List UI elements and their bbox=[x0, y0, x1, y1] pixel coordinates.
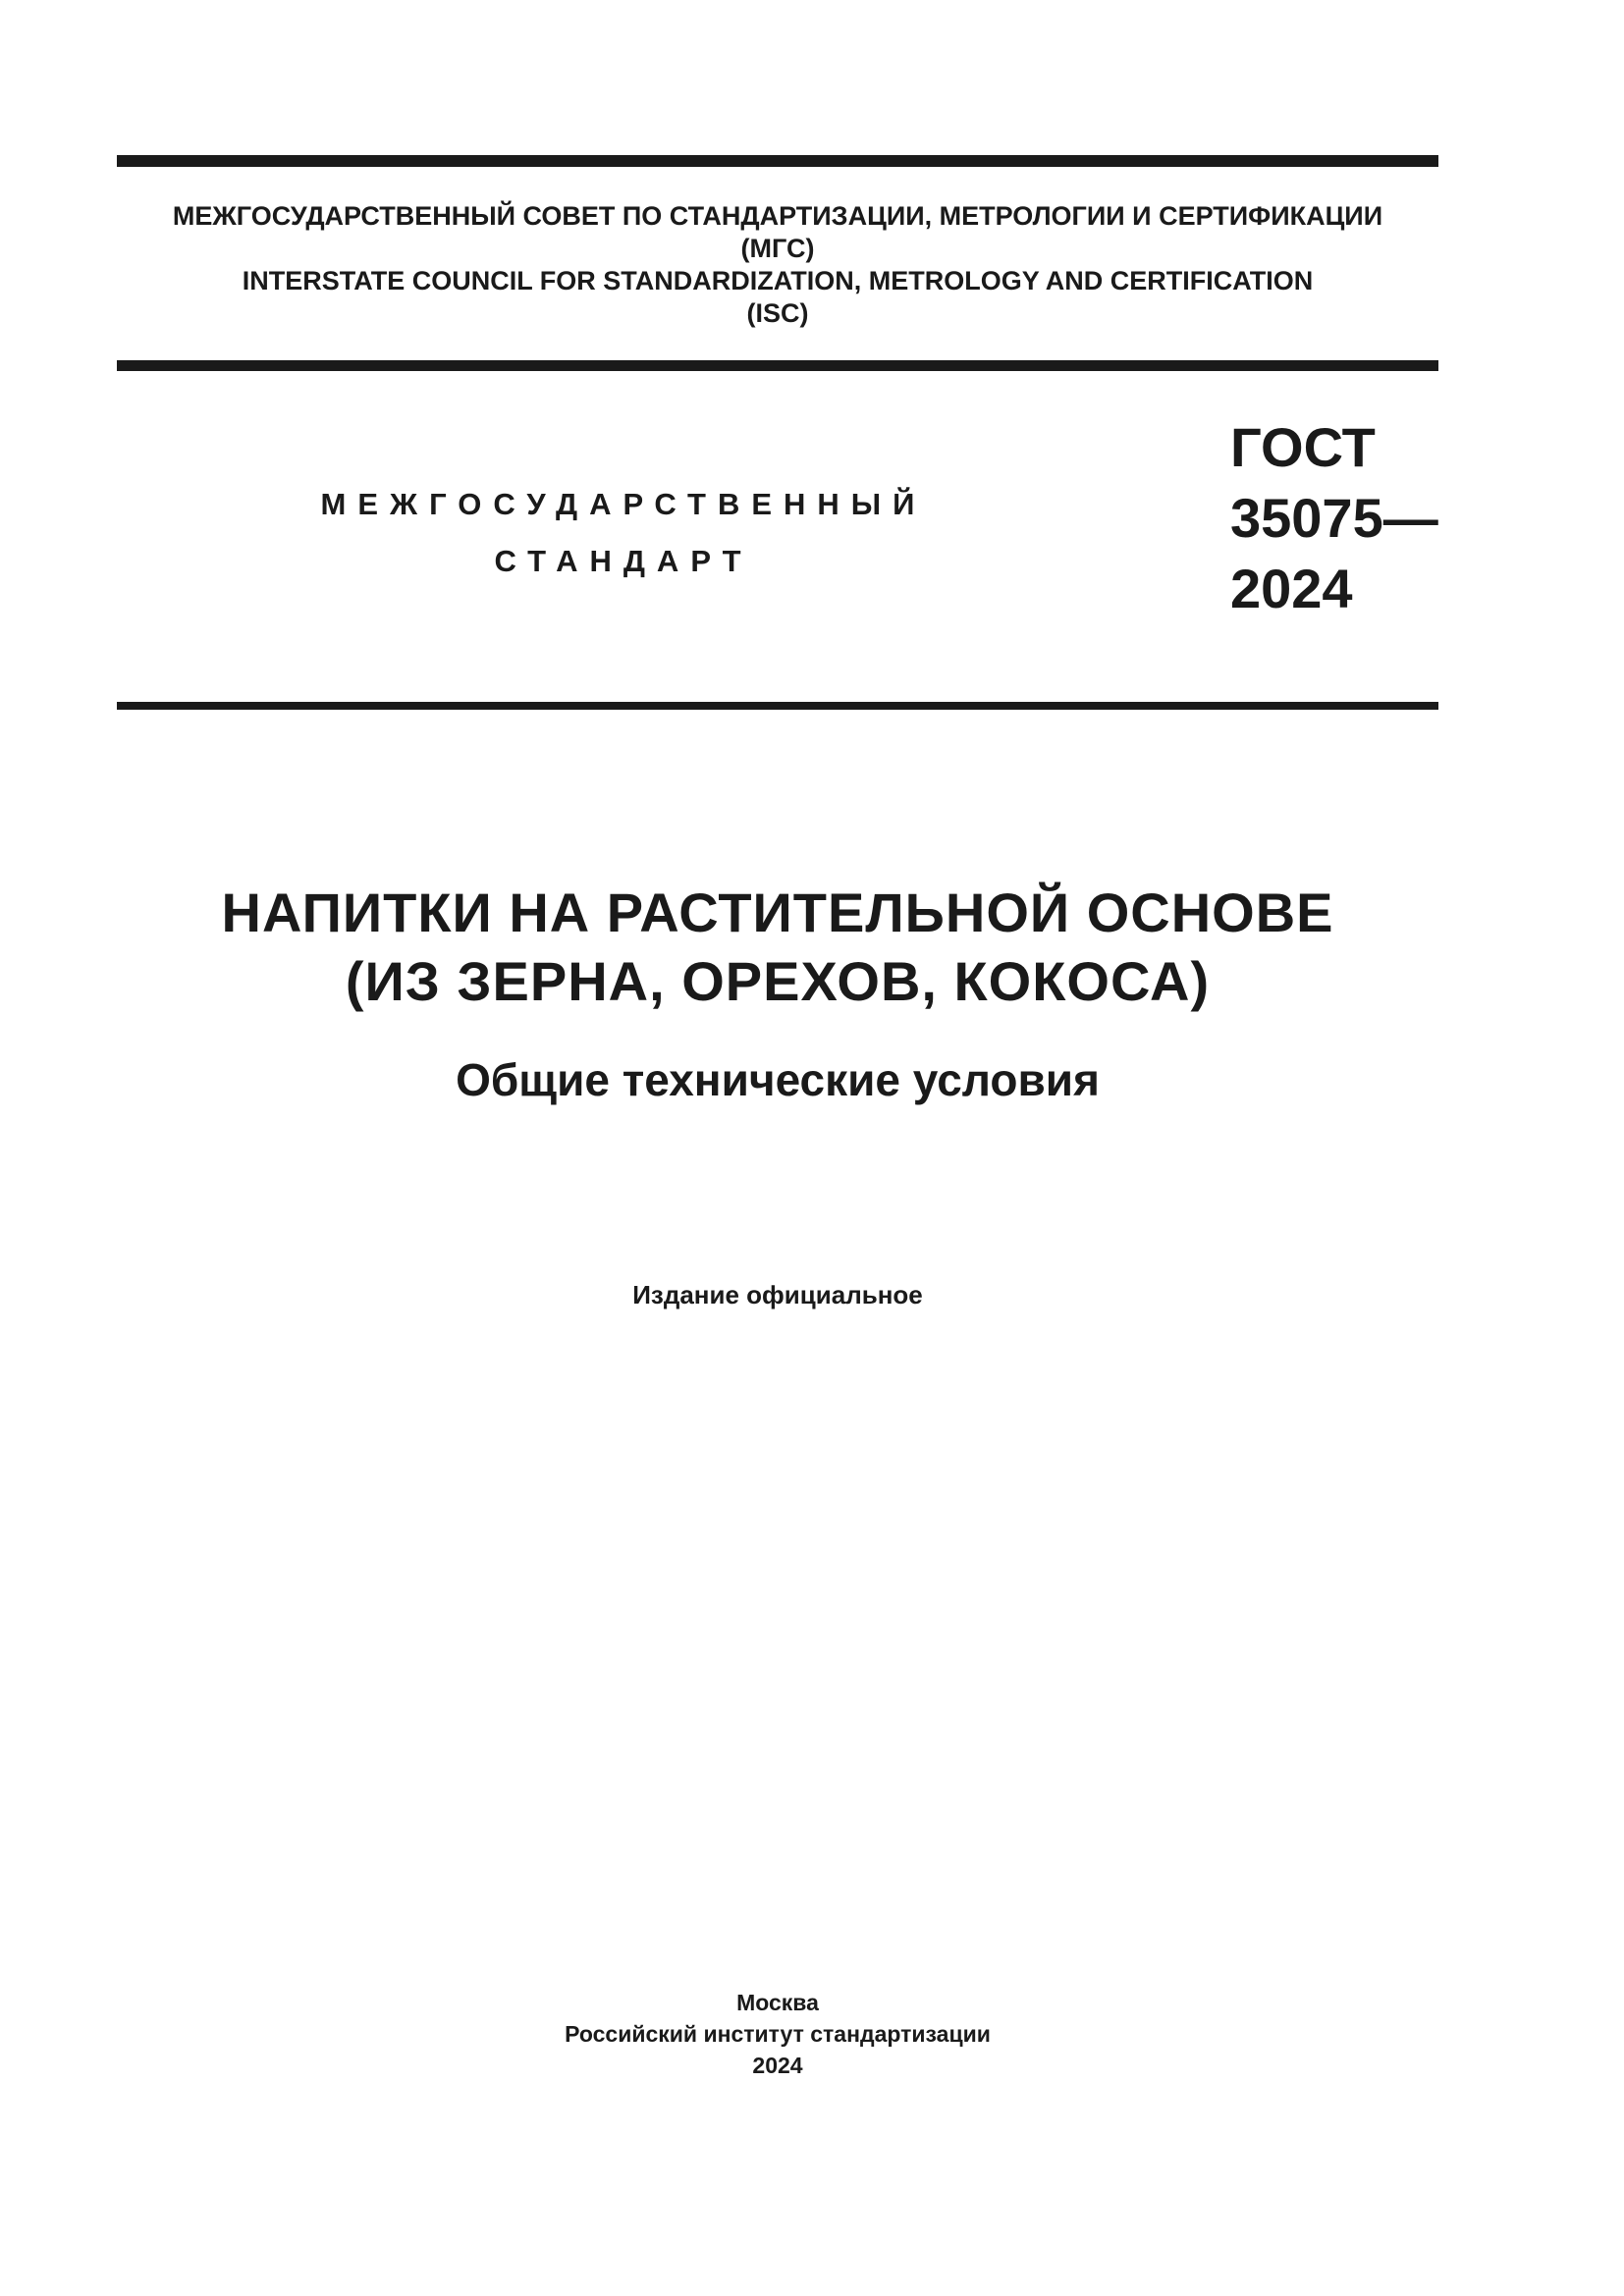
standard-designation bbox=[1230, 412, 1438, 624]
designation-year: 2024 bbox=[1230, 558, 1353, 619]
title-line1: НАПИТКИ НА РАСТИТЕЛЬНОЙ ОСНОВЕ bbox=[221, 881, 1334, 943]
title-line2: (ИЗ ЗЕРНА, ОРЕХОВ, КОКОСА) bbox=[345, 950, 1211, 1012]
standard-type-line2: СТАНДАРТ bbox=[494, 544, 753, 578]
council-abbr-en: (ISC) bbox=[746, 298, 809, 328]
council-name-ru: МЕЖГОСУДАРСТВЕННЫЙ СОВЕТ ПО СТАНДАРТИЗАЦИИ, МЕТРОЛОГИИ И СЕРТИФИКАЦИИ bbox=[172, 201, 1383, 231]
designation-number: 35075— bbox=[1230, 487, 1438, 549]
imprint-publisher: Российский институт стандартизации bbox=[565, 2021, 991, 2047]
council-name-en: INTERSTATE COUNCIL FOR STANDARDIZATION, METROLOGY AND CERTIFICATION bbox=[242, 266, 1314, 295]
council-header bbox=[117, 200, 1438, 330]
document-subtitle: Общие технические условия bbox=[456, 1054, 1100, 1105]
middle-rule bbox=[117, 360, 1438, 371]
council-abbr-ru: (МГС) bbox=[740, 234, 815, 263]
imprint bbox=[117, 1987, 1438, 2081]
document-title bbox=[117, 879, 1438, 1016]
edition-note: Издание официальное bbox=[632, 1280, 923, 1309]
standard-type bbox=[295, 476, 952, 590]
imprint-year: 2024 bbox=[752, 2053, 803, 2078]
bottom-rule bbox=[117, 702, 1438, 710]
top-rule bbox=[117, 155, 1438, 167]
designation-prefix: ГОСТ bbox=[1230, 416, 1376, 478]
imprint-city: Москва bbox=[736, 1990, 819, 2015]
standard-type-line1: МЕЖГОСУДАРСТВЕННЫЙ bbox=[320, 487, 927, 521]
